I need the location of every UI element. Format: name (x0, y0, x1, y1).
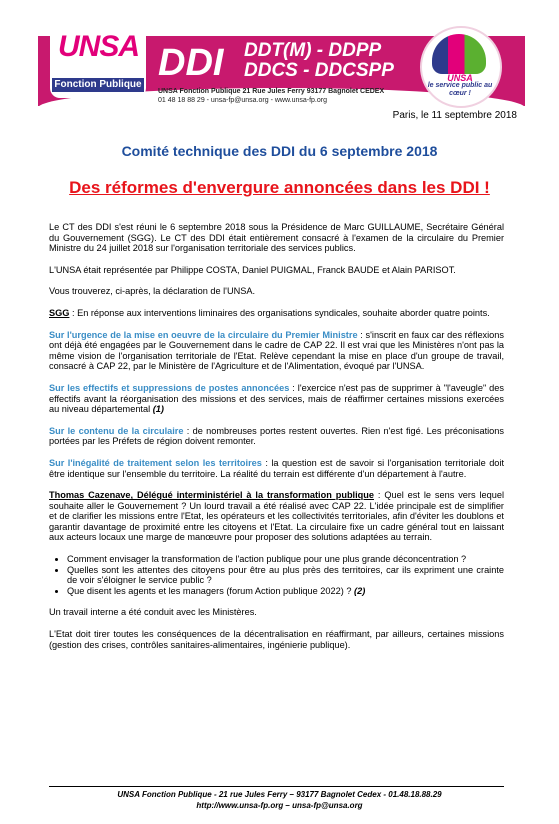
content-paragraph (49, 426, 504, 447)
document-subtitle: Des réformes d'envergure annoncées dans les DDI ! (69, 178, 490, 197)
cazenave-paragraph (49, 490, 504, 543)
inequality-text: : la question est de savoir si l'organisation territoriale doit être identique sur l'ensemble du territoire. La réalité du terrain est différente d'un département à l'autre. (49, 457, 505, 479)
logo-subtitle: Fonction Publique (52, 78, 144, 92)
list-item (67, 586, 504, 597)
footer-address: UNSA Fonction Publique - 21 rue Jules Ferry – 93177 Bagnolet Cedex - 01.48.18.88.29 (117, 790, 442, 799)
ddi-heading: DDI (158, 42, 224, 84)
header-contact: 01 48 18 88 29 - unsa-fp@unsa.org - www.unsa-fp.org (158, 97, 327, 104)
document-body (49, 222, 504, 661)
urgency-paragraph (49, 330, 504, 372)
sgg-label: SGG (49, 307, 70, 318)
cazenave-label: Thomas Cazenave, Délégué interministériel à la transformation publique (49, 490, 374, 501)
header-address: UNSA Fonction Publique 21 Rue Jules Ferry 93177 Bagnolet CEDEX (158, 88, 385, 95)
badge-brand: UNSA (447, 73, 473, 83)
content-label: Sur le contenu de la circulaire (49, 425, 184, 436)
staffing-label: Sur les effectifs et suppressions de postes annoncées (49, 382, 290, 393)
logo-text: UNSA (58, 30, 140, 63)
staffing-text: : l'exercice n'est pas de supprimer à "l'aveugle" des effectifs avant la réorganisation des missions et des services, mais de réaffirmer certaines missions exercées au niveau départemental (49, 382, 504, 415)
footer-divider (49, 786, 504, 787)
representatives-paragraph: L'UNSA était représentée par Philippe COSTA, Daniel PUIGMAL, Franck BAUDE et Alain PARISOT. (49, 264, 456, 275)
document-title: Comité technique des DDI du 6 septembre 2018 (121, 143, 438, 159)
intro-paragraph: Le CT des DDI s'est réuni le 6 septembre 2018 sous la Présidence de Marc GUILLAUME, Secrétaire Général du Gouvernement (SGG). Le CT des DDI était entièrement consacré à l'examen de la circulaire du Premier Ministre du 24 juillet 2018 sur l'organisation territoriale des services publics. (49, 222, 504, 254)
questions-list (49, 554, 504, 596)
header-line2: DDCS - DDCSPP (244, 60, 394, 81)
list-item: • Comment envisager la transformation de l'action publique pour une plus grande déconcentration ? (67, 554, 504, 565)
badge-text (426, 74, 494, 98)
inequality-label: Sur l'inégalité de traitement selon les territoires (49, 457, 262, 468)
list-item-text: Que disent les agents et les managers (forum Action publique 2022) ? (67, 585, 355, 596)
urgency-label: Sur l'urgence de la mise en oeuvre de la circulaire du Premier Ministre (49, 329, 358, 340)
header-line1: DDT(M) - DDPP (244, 40, 382, 61)
declaration-paragraph: Vous trouverez, ci-après, la déclaration de l'UNSA. (49, 286, 256, 297)
closing-paragraph: L'Etat doit tirer toutes les conséquences de la décentralisation en réaffirmant, par ailleurs, certaines missions (gestion des crises, contrôles sanitaires-alimentaires, ingénierie publique). (49, 629, 504, 650)
staffing-paragraph (49, 383, 504, 415)
urgency-text: : s'inscrit en faux car des réflexions ont déjà été engagées par le Gouvernement dans le cadre de CAP 22. Il est vrai que les Ministères n'ont pas la même vision de l'organisation territoriale de l'Etat. Relève cependant la mise en place d'un groupe de travail, consacré à CAP 22, par le Ministère de l'Agriculture et de l'Alimentation, évoqué par l'UNSA. (49, 329, 504, 372)
badge-slogan: le service public au cœur ! (427, 82, 493, 97)
sgg-paragraph (49, 308, 504, 319)
dateline: Paris, le 11 septembre 2018 (392, 110, 517, 121)
sgg-text: : En réponse aux interventions liminaires des organisations syndicales, souhaite aborder quatre points. (69, 307, 490, 318)
cazenave-text: : Quel est le sens vers lequel souhaite aller le Gouvernement ? Un lourd travail a été réalisé avec CAP 22. L'idée principale est de simplifier et de clarifier les missions entre l'Etat, les opérateurs et les collectivités territoriales, afin d'éviter les doublons et garantir davantage de proximité entre les citoyens et l'Etat. La circulaire fixe un cadre général tout en laissant aux acteurs locaux une marge de manœuvre pour proposer des solutions adaptées au terrain. (49, 490, 504, 543)
list-item: • Quelles sont les attentes des citoyens pour être au plus près des territoires, car ils expriment une crainte de voir s'éloigner le service public ? (67, 565, 504, 586)
list-item-note: (2) (354, 585, 366, 596)
staffing-note: (1) (152, 404, 164, 415)
internal-work-paragraph: Un travail interne a été conduit avec les Ministères. (49, 607, 257, 618)
inequality-paragraph (49, 458, 504, 479)
content-text: : de nombreuses portes restent ouvertes. Rien n'est figé. Les préconisations portées par les Préfets de région doivent remonter. (49, 425, 504, 447)
footer-links: http://www.unsa-fp.org – unsa-fp@unsa.org (196, 801, 363, 810)
